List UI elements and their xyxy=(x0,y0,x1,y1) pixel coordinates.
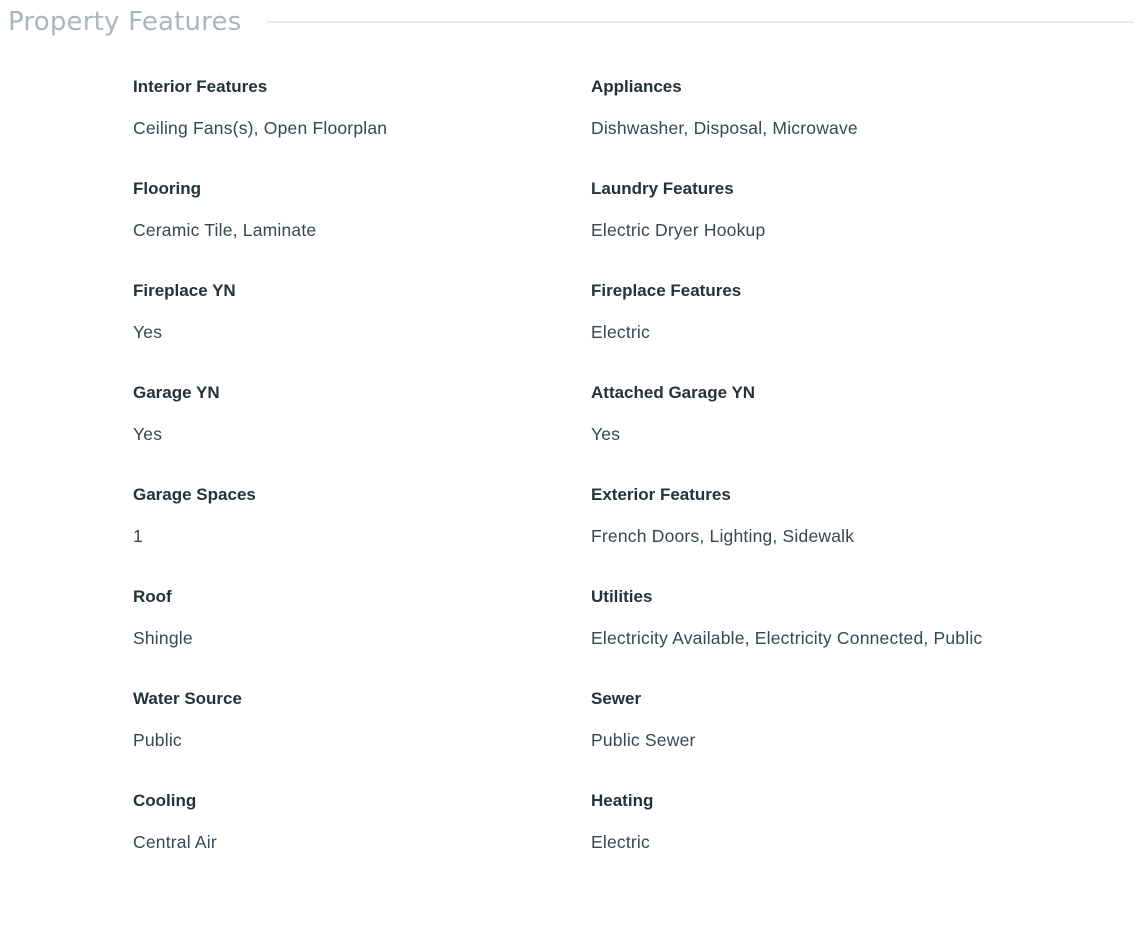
feature-fireplace-features xyxy=(591,278,1091,380)
feature-water-source xyxy=(133,686,591,788)
feature-interior-features xyxy=(133,74,591,176)
feature-value: Electric xyxy=(591,832,650,852)
feature-value: Yes xyxy=(133,424,163,444)
feature-value: Public Sewer xyxy=(591,730,696,750)
feature-garage-spaces xyxy=(133,482,591,584)
feature-cooling xyxy=(133,788,591,890)
feature-label: Roof xyxy=(133,587,172,606)
feature-value: Electricity Available, Electricity Connected, Public xyxy=(591,628,983,648)
feature-value: French Doors, Lighting, Sidewalk xyxy=(591,526,855,546)
feature-label: Flooring xyxy=(133,179,201,198)
feature-label: Cooling xyxy=(133,791,197,810)
feature-label: Fireplace Features xyxy=(591,281,742,300)
features-grid xyxy=(133,74,1093,890)
feature-fireplace-yn xyxy=(133,278,591,380)
feature-label: Laundry Features xyxy=(591,179,734,198)
feature-value: Public xyxy=(133,730,182,750)
feature-value: 1 xyxy=(133,526,143,546)
feature-label: Utilities xyxy=(591,587,653,606)
feature-appliances xyxy=(591,74,1091,176)
feature-label: Fireplace YN xyxy=(133,281,236,300)
feature-flooring xyxy=(133,176,591,278)
feature-sewer xyxy=(591,686,1091,788)
section-divider xyxy=(267,21,1134,23)
feature-roof xyxy=(133,584,591,686)
feature-label: Sewer xyxy=(591,689,642,708)
feature-value: Central Air xyxy=(133,832,217,852)
feature-exterior-features xyxy=(591,482,1091,584)
feature-value: Electric Dryer Hookup xyxy=(591,220,766,240)
feature-heating xyxy=(591,788,1091,890)
feature-laundry-features xyxy=(591,176,1091,278)
feature-garage-yn xyxy=(133,380,591,482)
feature-utilities xyxy=(591,584,1091,686)
feature-value: Ceiling Fans(s), Open Floorplan xyxy=(133,118,388,138)
feature-label: Exterior Features xyxy=(591,485,731,504)
feature-value: Ceramic Tile, Laminate xyxy=(133,220,317,240)
feature-label: Attached Garage YN xyxy=(591,383,756,402)
feature-value: Electric xyxy=(591,322,650,342)
feature-label: Garage YN xyxy=(133,383,220,402)
feature-label: Heating xyxy=(591,791,654,810)
feature-label: Appliances xyxy=(591,77,682,96)
feature-value: Yes xyxy=(133,322,163,342)
feature-label: Water Source xyxy=(133,689,242,708)
feature-value: Yes xyxy=(591,424,621,444)
feature-value: Shingle xyxy=(133,628,193,648)
feature-label: Interior Features xyxy=(133,77,268,96)
feature-label: Garage Spaces xyxy=(133,485,256,504)
section-title: Property Features xyxy=(8,7,242,37)
feature-value: Dishwasher, Disposal, Microwave xyxy=(591,118,858,138)
feature-attached-garage-yn xyxy=(591,380,1091,482)
section-header xyxy=(8,4,1134,40)
